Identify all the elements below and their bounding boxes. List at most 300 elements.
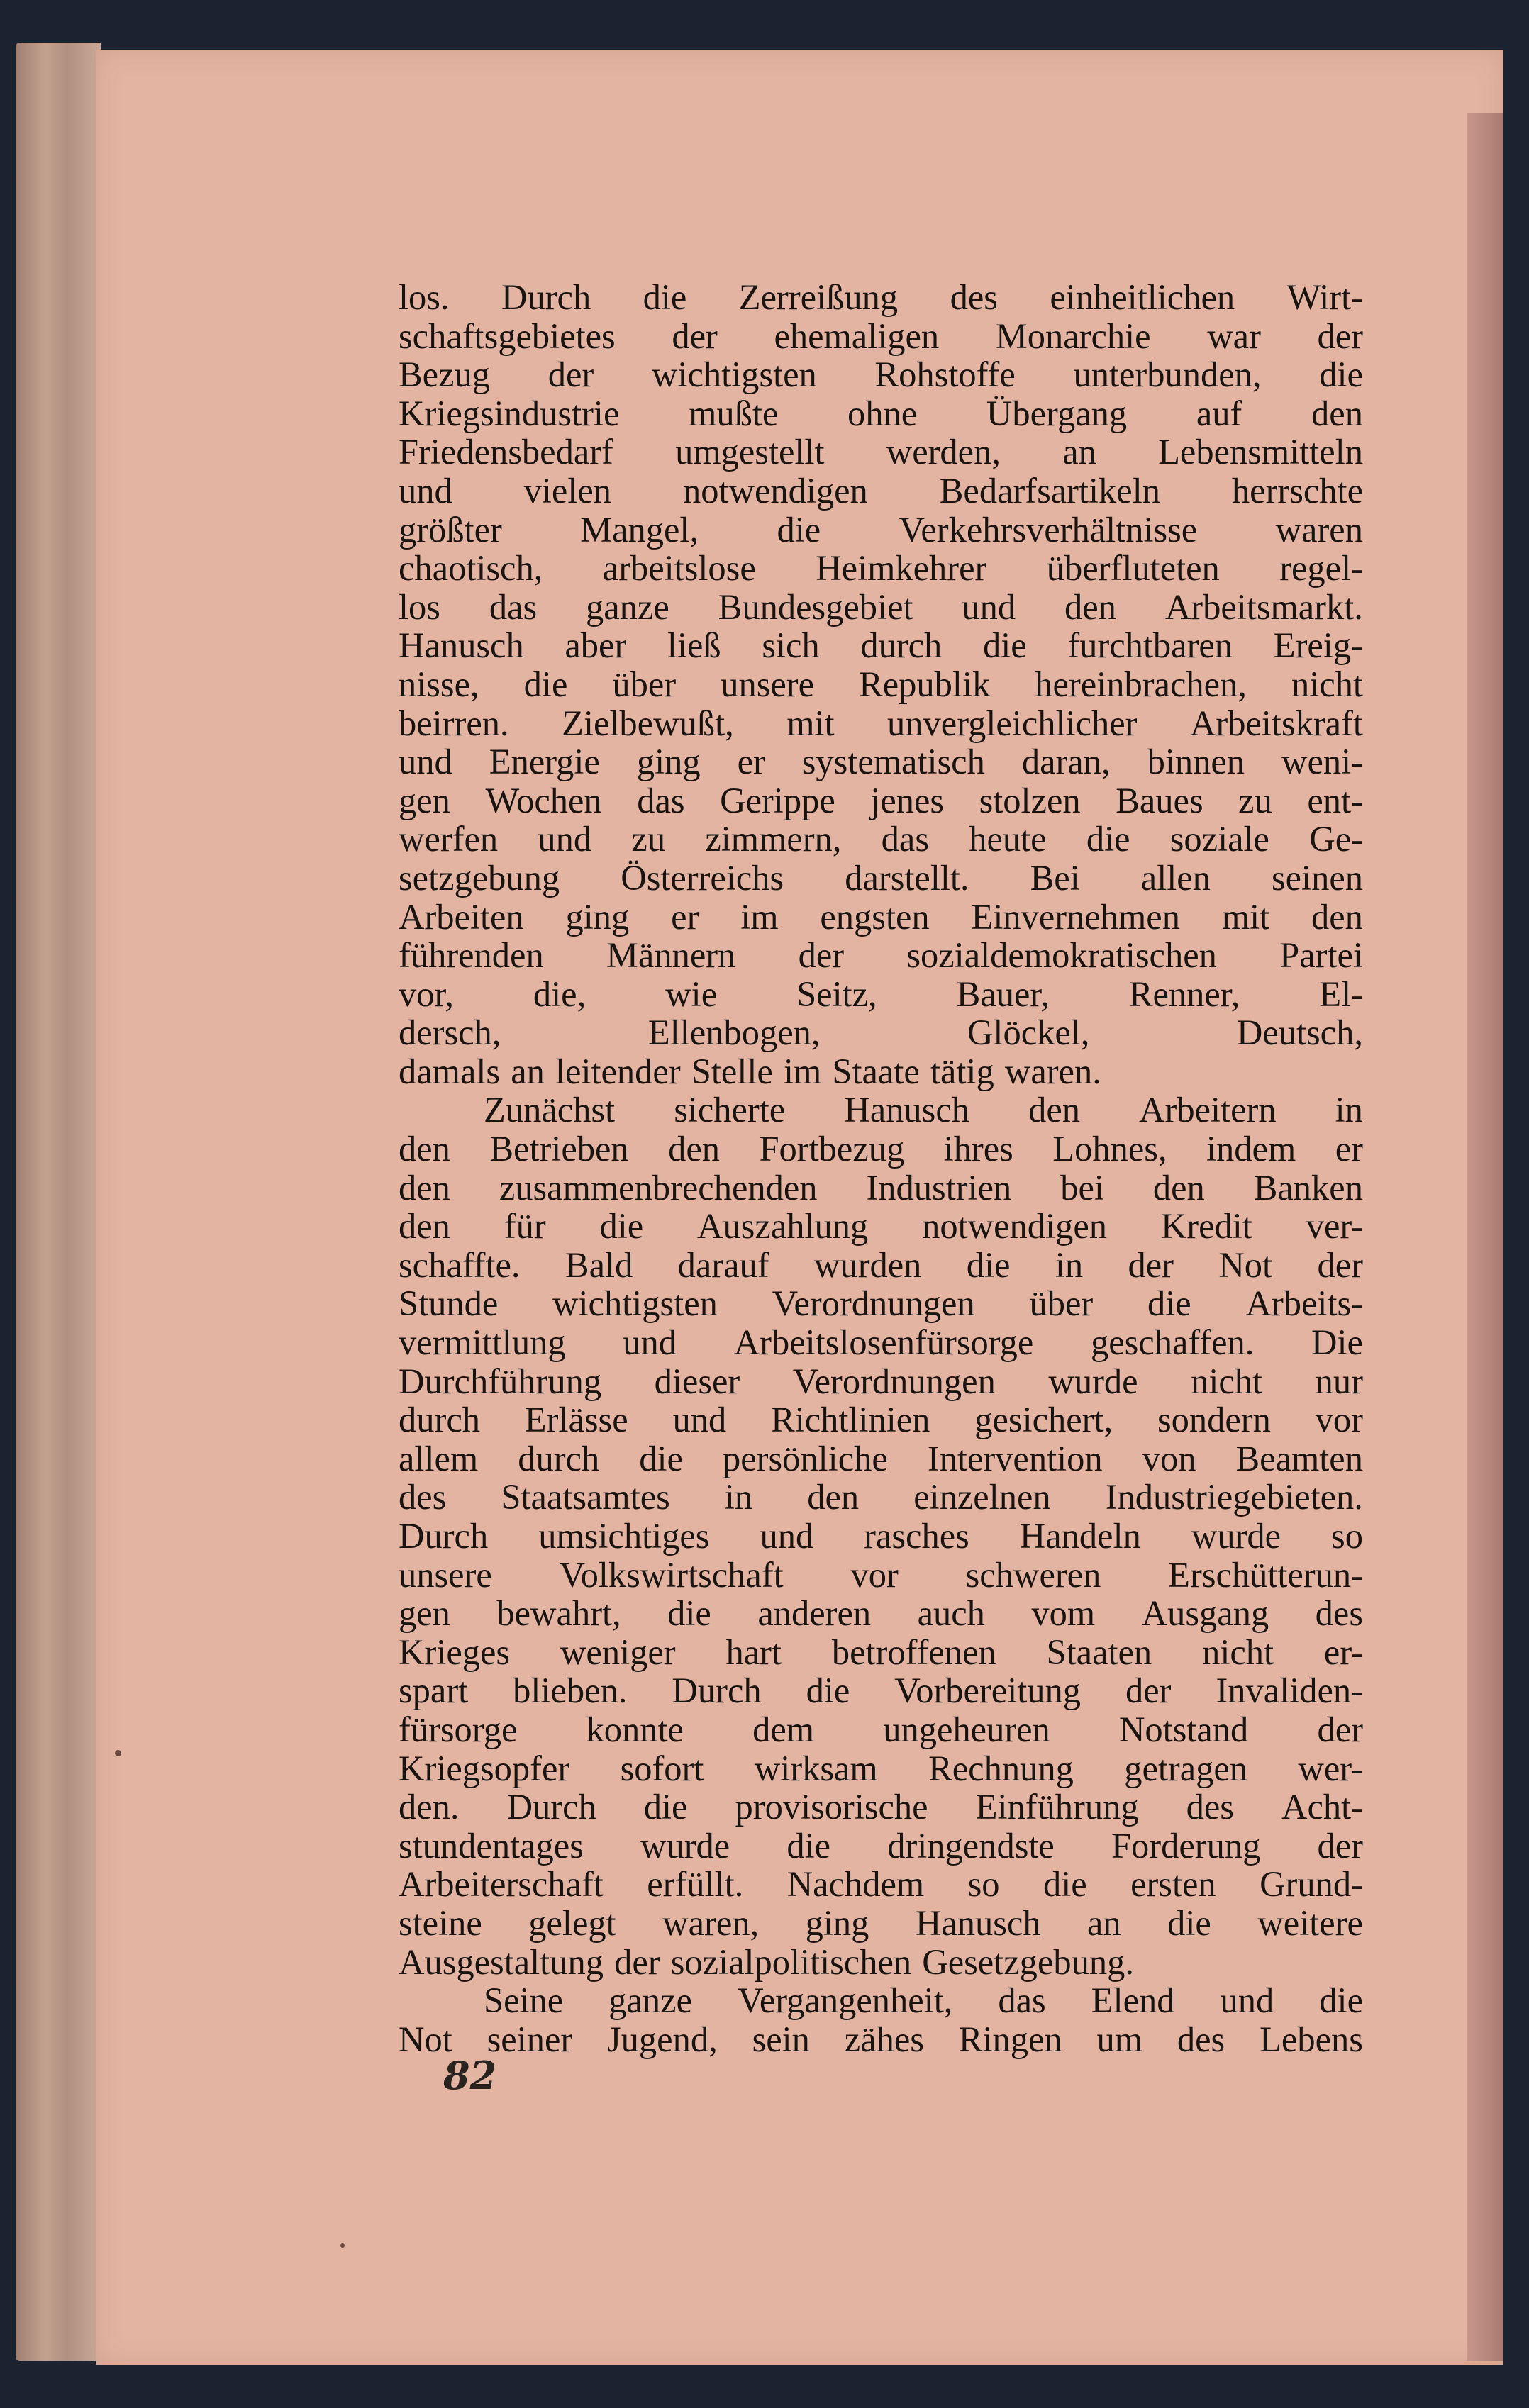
word: Übergang [986,393,1128,433]
word: mit [786,703,835,743]
text-line [399,1749,1363,1788]
word: die [1147,1283,1191,1324]
word: auch [917,1593,985,1634]
word: er [1335,1129,1363,1169]
text-line [399,1904,1363,1943]
word: regel- [1279,548,1363,589]
word: weniger [560,1632,676,1672]
word: in [1055,1244,1084,1285]
word: die [643,277,687,317]
word: so [1331,1516,1363,1556]
word: nicht [1291,664,1363,704]
word: geschaffen. [1090,1322,1255,1363]
word: indem [1206,1129,1296,1169]
word: vielen [523,470,612,511]
word: den [1311,393,1363,433]
word: vor [850,1554,899,1595]
word: über [612,664,677,704]
word: überfluteten [1046,548,1220,589]
word: und [538,819,592,859]
word: leitender [555,1051,681,1091]
text-line [399,1169,1363,1208]
word: den. [399,1787,460,1827]
word: war [1207,316,1261,356]
word: auf [1196,393,1242,433]
word: Beamten [1235,1438,1363,1478]
word: ließ [667,625,721,666]
word: die [1319,355,1363,395]
word: gen [399,780,450,820]
word: vor, [399,974,454,1014]
word: Baues [1116,780,1203,820]
word: Arbeitskraft [1189,703,1363,743]
word: Zunächst [484,1090,616,1130]
text-line [399,1246,1363,1285]
text-line [399,1478,1363,1517]
word: ganze [608,1980,692,2021]
word: der [1317,1709,1363,1749]
word: von [1142,1438,1196,1478]
text-line [399,936,1363,975]
word: die [1042,1864,1087,1905]
word: den [807,1477,860,1517]
word: und [760,1516,814,1556]
word: Vergangenheit, [737,1980,953,2021]
word: umgestellt [675,432,825,472]
word: nicht [1191,1361,1263,1401]
word: Handeln [1019,1516,1141,1556]
word: waren, [662,1902,760,1943]
word: Ge- [1309,819,1363,859]
word: steine [399,1902,482,1943]
word: Verordnungen [792,1361,996,1401]
word: so [967,1864,1000,1905]
word: Grund- [1260,1864,1363,1905]
word: in [1335,1090,1363,1130]
word: Lohnes, [1052,1129,1167,1169]
text-line [399,820,1363,859]
word: Arbeiterschaft [399,1864,604,1905]
word: und [399,742,452,782]
word: blieben. [513,1671,628,1711]
word: Wirt- [1286,277,1363,317]
text-line [399,472,1363,511]
word: Monarchie [995,316,1151,356]
text-line [399,1556,1363,1595]
word: waren. [1004,1051,1101,1091]
word: Wochen [485,780,602,820]
word: seinen [1271,857,1363,898]
word: die [523,664,568,704]
word: wichtigsten [552,1283,718,1324]
word: Fortbezug [759,1129,905,1169]
word: notwendigen [682,470,868,511]
word: allen [1140,857,1211,898]
word: durch [399,1400,480,1440]
word: herrschte [1231,470,1363,511]
word: Lebens [1260,2019,1363,2059]
word: Arbeiten [399,896,524,937]
word: Die [1311,1322,1363,1363]
word: binnen [1147,742,1245,782]
word: führenden [399,935,544,976]
text-line [399,433,1363,472]
word: wurde [1191,1516,1281,1556]
text-line [399,1130,1363,1169]
word: Renner, [1128,974,1240,1014]
word: Kriegsindustrie [399,393,620,433]
word: die [599,1206,644,1247]
word: weitere [1257,1902,1363,1943]
word: schaftsgebietes [399,316,616,356]
word: Erschütterun- [1168,1554,1363,1595]
word: wie [665,974,718,1014]
word: einheitlichen [1050,277,1235,317]
word: das [489,586,538,627]
word: seiner [486,2019,573,2059]
facing-page-edge [1467,113,1503,2361]
word: des [1315,1593,1363,1634]
word: erfüllt. [647,1864,744,1905]
word: los [399,586,440,627]
word: einzelnen [913,1477,1051,1517]
word: wurden [813,1244,922,1285]
word: gen [399,1593,450,1634]
word: soziale [1169,819,1269,859]
word: Seine [484,1980,564,2021]
word: dersch, [399,1013,501,1053]
word: unvergleichlicher [887,703,1138,743]
word: schaffte. [399,1244,521,1285]
word: los. [399,277,450,317]
word: und [623,1322,677,1363]
text-line [399,1013,1363,1052]
word: über [1029,1283,1094,1324]
word: Volkswirtschaft [559,1554,784,1595]
word: darstellt. [845,857,969,898]
word: Krieges [399,1632,511,1672]
word: wichtigsten [651,355,817,395]
word: Staate [832,1051,920,1091]
word: Friedensbedarf [399,432,613,472]
word: Industriegebieten. [1105,1477,1363,1517]
text-line [399,742,1363,781]
word: die [1167,1902,1211,1943]
word: den [668,1129,721,1169]
word: Vorbereitung [894,1671,1082,1711]
word: waren [1275,509,1363,550]
word: ersten [1130,1864,1216,1905]
text-line [399,1284,1363,1323]
word: nisse, [399,664,479,704]
text-line [399,781,1363,820]
text-line [399,1517,1363,1556]
word: rasches [864,1516,969,1556]
word: ganze [586,586,669,627]
word: Intervention [927,1438,1103,1478]
text-line [399,665,1363,704]
text-line [399,1710,1363,1749]
word: Arbeitslosenfürsorge [733,1322,1034,1363]
word: sicherte [674,1090,786,1130]
word: Durch [506,1787,596,1827]
word: aber [565,625,627,666]
word: Hanusch [915,1902,1041,1943]
word: Auszahlung [697,1206,869,1247]
word: durch [518,1438,600,1478]
word: Stelle [691,1051,773,1091]
word: im [783,1051,822,1091]
word: beirren. [399,703,509,743]
word: ent- [1307,780,1363,820]
word: die [786,1825,831,1866]
word: er [671,896,699,937]
text-line [399,1052,1363,1091]
text-line [399,394,1363,433]
word: Arbeits- [1245,1283,1363,1324]
word: des [950,277,998,317]
word: spart [399,1671,469,1711]
word: Stunde [399,1283,499,1324]
word: damals [399,1051,501,1091]
word: Staaten [1046,1632,1152,1672]
word: Hanusch [399,625,524,666]
word: wer- [1298,1748,1363,1788]
word: gelegt [528,1902,616,1943]
word: Einvernehmen [971,896,1180,937]
text-line [399,626,1363,665]
word: vor [1315,1400,1363,1440]
word: die [1319,1980,1363,2021]
text-line [399,549,1363,588]
word: Durchführung [399,1361,602,1401]
word: notwendigen [922,1206,1107,1247]
word: mußte [689,393,779,433]
word: des [399,1477,447,1517]
text-line [399,278,1363,317]
text-line [399,2020,1363,2059]
text-line [399,898,1363,937]
word: mit [1221,896,1270,937]
word: hereinbrachen, [1035,664,1247,704]
word: ver- [1306,1206,1363,1247]
word: nur [1315,1361,1363,1401]
word: Not [1218,1244,1273,1285]
word: provisorische [735,1787,928,1827]
word: Hanusch [844,1090,969,1130]
word: den [1311,896,1363,937]
word: Banken [1253,1167,1363,1208]
text-line [399,511,1363,550]
word: und [672,1400,727,1440]
word: der [614,1941,660,1982]
body-text [399,278,1363,2058]
word: ging [636,742,701,782]
word: größter [399,509,502,550]
word: und [962,586,1016,627]
text-line [399,1091,1363,1130]
word: chaotisch, [399,548,543,589]
word: Lebensmitteln [1158,432,1363,472]
word: Ellenbogen, [647,1013,821,1053]
word: weni- [1281,742,1363,782]
text-line [399,1788,1363,1827]
word: an [1062,432,1096,472]
word: gesichert, [974,1400,1113,1440]
word: engsten [820,896,930,937]
word: Heimkehrer [816,548,987,589]
text-line [399,1323,1363,1362]
word: für [504,1206,546,1247]
paper-speck [340,2243,345,2248]
text-line [399,704,1363,743]
word: die [643,1787,688,1827]
word: Kriegsopfer [399,1748,570,1788]
word: El- [1319,974,1363,1014]
text-line [399,1671,1363,1710]
text-line [399,1865,1363,1904]
word: der [1128,1244,1174,1285]
word: Bundesgebiet [718,586,913,627]
word: ging [805,1902,869,1943]
word: Partei [1279,935,1363,976]
word: er- [1323,1632,1363,1672]
word: des [1177,2019,1225,2059]
word: fürsorge [399,1709,518,1749]
word: Ausgang [1141,1593,1269,1634]
word: Staatsamtes [501,1477,670,1517]
word: anderen [757,1593,872,1634]
text-line [399,1633,1363,1672]
word: konnte [586,1709,684,1749]
word: dieser [654,1361,740,1401]
text-line [399,1207,1363,1246]
text-line [399,1362,1363,1401]
word: an [511,1051,545,1091]
word: daran, [1021,742,1111,782]
word: Arbeitern [1139,1090,1277,1130]
word: Deutsch, [1236,1013,1363,1053]
text-line [399,1594,1363,1633]
word: den [399,1129,450,1169]
word: umsichtiges [538,1516,710,1556]
word: dem [752,1709,815,1749]
word: die [777,509,821,550]
word: Bei [1030,857,1080,898]
word: Betrieben [489,1129,629,1169]
word: Notstand [1118,1709,1249,1749]
word: Kredit [1160,1206,1252,1247]
text-line [399,588,1363,627]
word: Nachdem [786,1864,925,1905]
word: zu [1238,780,1272,820]
word: Not [399,2019,452,2059]
word: sozialpolitischen [670,1941,912,1982]
word: den [1152,1167,1205,1208]
word: das [881,819,929,859]
word: die [1086,819,1130,859]
word: darauf [677,1244,769,1285]
word: der [672,316,718,356]
word: werden, [886,432,1001,472]
word: um [1096,2019,1143,2059]
text-line [399,1400,1363,1439]
word: Invaliden- [1216,1671,1363,1711]
word: bewahrt, [496,1593,621,1634]
word: Richtlinien [771,1400,930,1440]
text-line [399,1827,1363,1866]
word: systematisch [801,742,985,782]
word: Verordnungen [772,1283,975,1324]
word: das [998,1980,1046,2021]
word: ohne [847,393,918,433]
word: Zerreißung [738,277,899,317]
word: den [399,1167,450,1208]
word: Elend [1091,1980,1175,2021]
word: furchtbaren [1067,625,1233,666]
paper-speck [115,1750,121,1756]
word: Rechnung [928,1748,1074,1788]
word: hart [725,1632,782,1672]
word: betroffenen [831,1632,996,1672]
word: die [982,625,1027,666]
word: setzgebung [399,857,560,898]
word: wurde [1048,1361,1138,1401]
word: sondern [1157,1400,1271,1440]
word: sozialdemokratischen [906,935,1217,976]
text-line [399,1943,1363,1982]
word: Gesetzgebung. [922,1941,1134,1982]
word: wurde [640,1825,730,1866]
word: Durch [672,1671,762,1711]
text-line [399,1439,1363,1478]
word: in [724,1477,753,1517]
word: ihres [943,1129,1013,1169]
word: Jugend, [607,2019,718,2059]
word: der [798,935,845,976]
word: stolzen [979,780,1081,820]
word: Erlässe [524,1400,628,1440]
word: den [1028,1090,1080,1130]
word: tätig [930,1051,994,1091]
book-page-edges [16,43,101,2361]
word: er [737,742,765,782]
word: im [740,896,779,937]
word: der [1317,1825,1363,1866]
word: Energie [489,742,600,782]
word: sofort [620,1748,704,1788]
word: schweren [965,1554,1101,1595]
word: ehemaligen [774,316,940,356]
word: ging [565,896,630,937]
word: Republik [859,664,991,704]
word: und [1220,1980,1274,2021]
word: sich [762,625,820,666]
text-line [399,1981,1363,2020]
word: Ereig- [1273,625,1363,666]
word: durch [860,625,943,666]
word: Zielbewußt, [562,703,734,743]
word: unsere [721,664,815,704]
word: vermittlung [399,1322,566,1363]
word: unterbunden, [1073,355,1262,395]
text-line [399,975,1363,1014]
word: die [806,1671,850,1711]
word: arbeitslose [602,548,756,589]
word: getragen [1124,1748,1248,1788]
word: den [399,1206,450,1247]
word: wirksam [754,1748,878,1788]
